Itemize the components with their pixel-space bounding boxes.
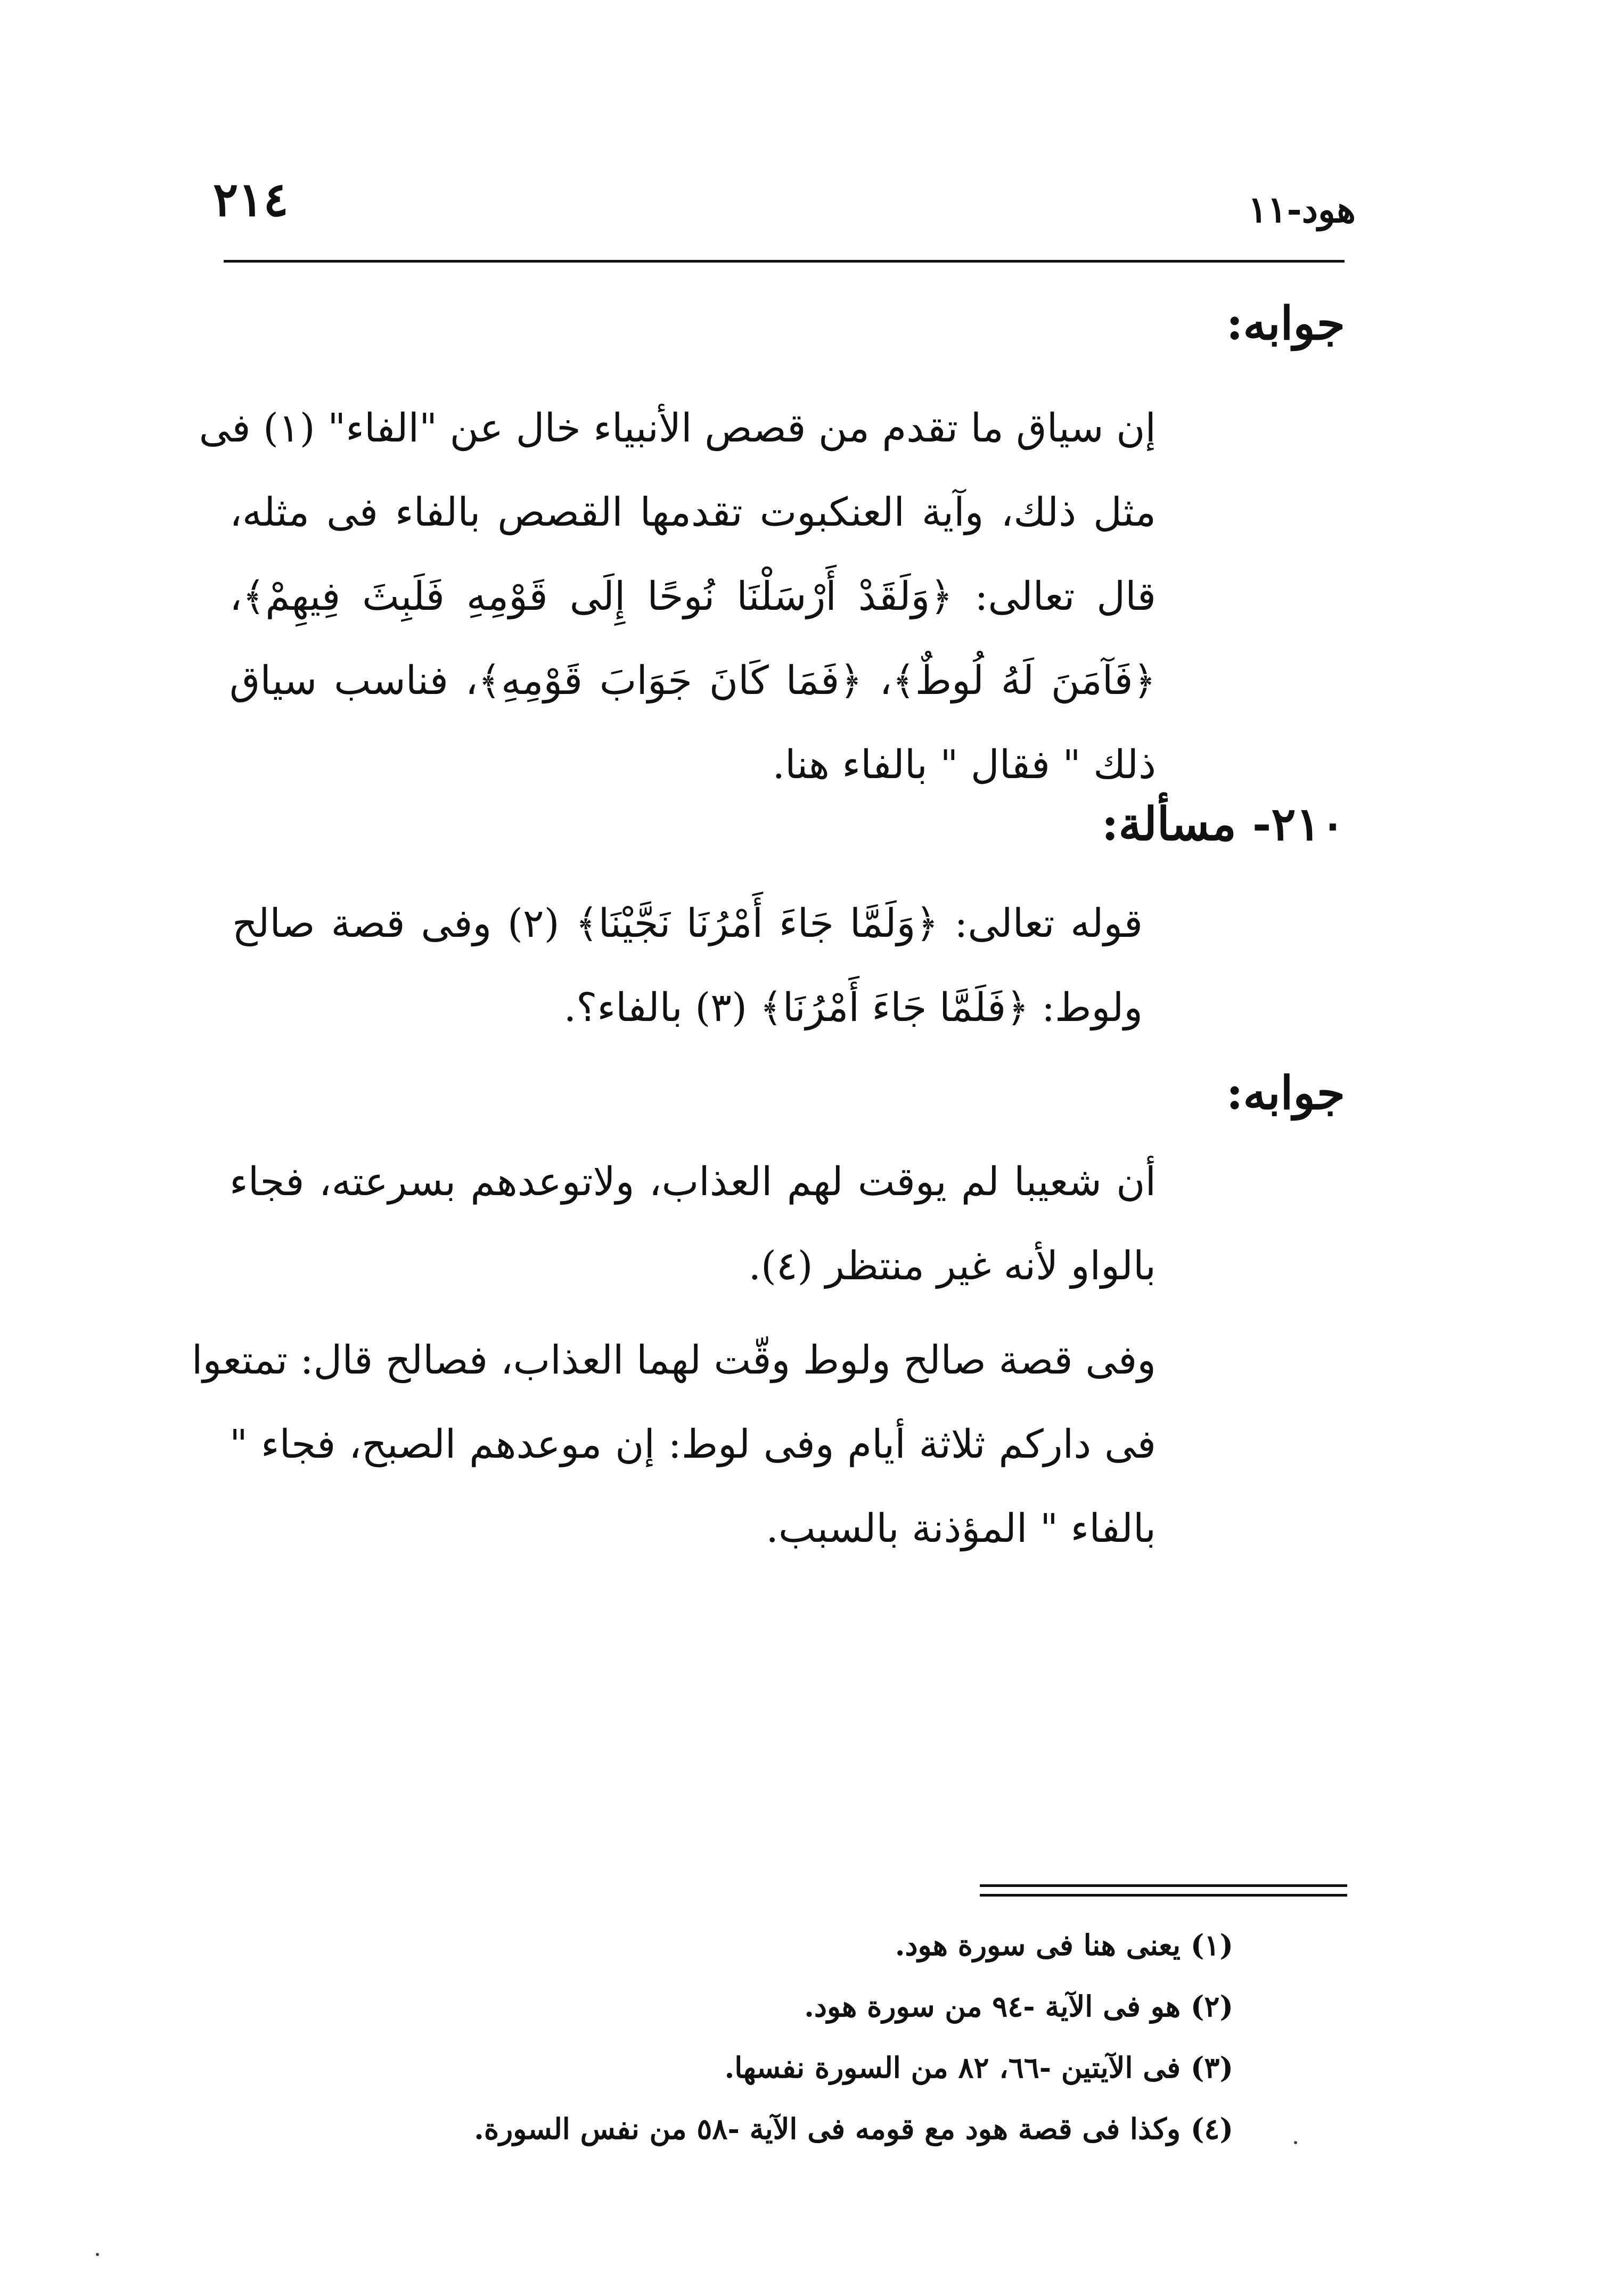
paragraph-line: بالواو لأنه غير منتظر (٤). <box>748 1243 1156 1289</box>
scan-speck <box>1294 2141 1297 2144</box>
paragraph-line: فى داركم ثلاثة أيام وفى لوط: إن موعدهم الصبح، فجاء " <box>230 1421 1156 1467</box>
paragraph-line: مثل ذلك، وآية العنكبوت تقدمها القصص بالفاء فى مثله، <box>230 489 1156 535</box>
paragraph-line: ولوط: ﴿فَلَمَّا جَاءَ أَمْرُنَا﴾ (٣) بالفاء؟. <box>563 985 1143 1031</box>
answer-paragraph-1 <box>199 386 1156 807</box>
header-rule <box>224 260 1345 263</box>
paragraph-line: ﴿فَآمَنَ لَهُ لُوطٌ﴾، ﴿فَمَا كَانَ جَوَابَ قَوْمِهِ﴾، فناسب سياق <box>230 658 1156 704</box>
footnote-1: (١) يعنى هنا فى سورة هود. <box>895 1928 1233 1962</box>
paragraph-line: أن شعيبا لم يوقت لهم العذاب، ولاتوعدهم بسرعته، فجاء <box>230 1159 1156 1205</box>
question-heading-210: ٢١٠- مسألة: <box>1101 797 1345 851</box>
paragraph-line: قوله تعالى: ﴿وَلَمَّا جَاءَ أَمْرُنَا نَجَّيْنَا﴾ (٢) وفى قصة صالح <box>232 901 1143 946</box>
running-head: هود-١١ <box>1248 189 1356 231</box>
answer-heading-1: جوابه: <box>1226 297 1345 350</box>
scan-speck <box>96 2253 99 2256</box>
page-number: ٢١٤ <box>213 171 289 227</box>
paragraph-line: وفى قصة صالح ولوط وقّت لهما العذاب، فصالح قال: تمتعوا <box>191 1337 1156 1383</box>
footnote-separator <box>980 1894 1347 1897</box>
paragraph-line: إن سياق ما تقدم من قصص الأنبياء خال عن "الفاء" (١) فى <box>199 405 1156 451</box>
answer-paragraph-2b <box>191 1318 1156 1571</box>
footnote-4: (٤) وكذا فى قصة هود مع قومه فى الآية -٥٨ من نفس السورة. <box>474 2112 1233 2146</box>
paragraph-line: قال تعالى: ﴿وَلَقَدْ أَرْسَلْنَا نُوحًا إِلَى قَوْمِهِ فَلَبِثَ فِيهِمْ﴾، <box>230 574 1156 619</box>
footnote-separator <box>980 1884 1347 1887</box>
question-paragraph-210 <box>232 881 1143 1050</box>
answer-paragraph-2a <box>230 1140 1156 1308</box>
answer-heading-2: جوابه: <box>1226 1066 1345 1120</box>
paragraph-line: بالفاء " المؤذنة بالسبب. <box>766 1506 1156 1551</box>
footnote-2: (٢) هو فى الآية -٩٤ من سورة هود. <box>804 1989 1233 2023</box>
paragraph-line: ذلك " فقال " بالفاء هنا. <box>772 742 1156 788</box>
footnote-3: (٣) فى الآيتين -٦٦، ٨٢ من السورة نفسها. <box>724 2050 1233 2085</box>
